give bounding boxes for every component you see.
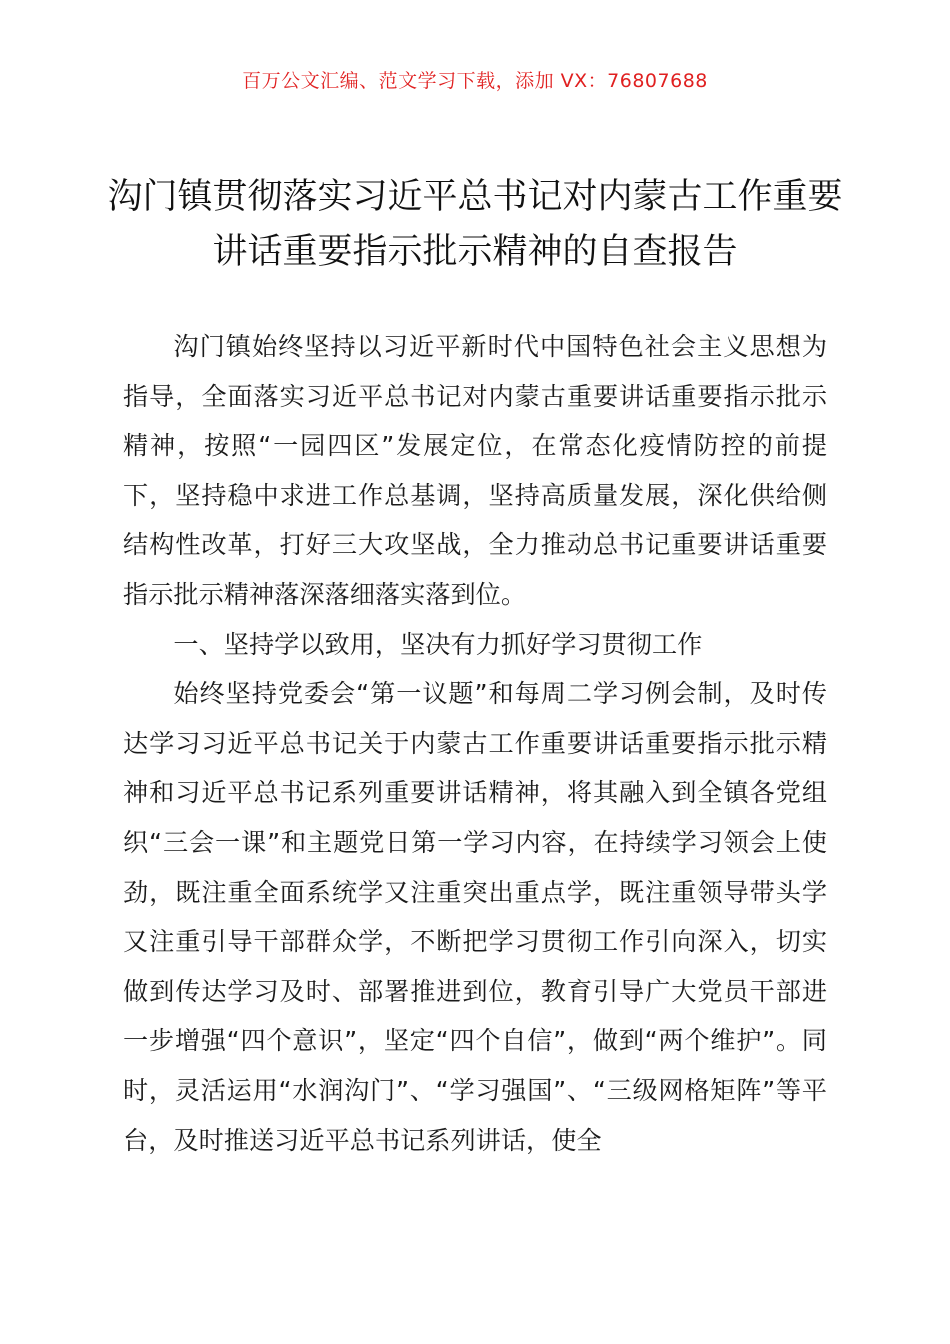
- document-title-line-2: 讲话重要指示批示精神的自查报告: [212, 232, 738, 272]
- section-1-heading: 一、坚持学以致用，坚决有力抓好学习贯彻工作: [173, 629, 703, 659]
- document-title: [100, 170, 850, 280]
- intro-paragraph: 沟门镇始终坚持以习近平新时代中国特色社会主义思想为指导，全面落实习近平总书记对内蒙古重要讲话重要指示批示精神，按照“一园四区”发展定位，在常态化疫情防控的前提下，坚持稳中求进工作总基调，坚持高质量发展，深化供给侧结构性改革，打好三大攻坚战，全力推动总书记重要讲话重要指示批示精神落深落细落实落到位。: [123, 332, 827, 609]
- document-body: [123, 322, 827, 1165]
- header-watermark-note: 百万公文汇编、范文学习下载，添加 VX：76807688: [242, 70, 708, 92]
- document-title-line-1: 沟门镇贯彻落实习近平总书记对内蒙古工作重要: [107, 177, 843, 217]
- section-1-paragraph: 始终坚持党委会“第一议题”和每周二学习例会制，及时传达学习习近平总书记关于内蒙古工作重要讲话重要指示批示精神和习近平总书记系列重要讲话精神，将其融入到全镇各党组织“三会一课”和主题党日第一学习内容，在持续学习领会上使劲，既注重全面系统学又注重突出重点学，既注重领导带头学又注重引导干部群众学，不断把学习贯彻工作引向深入，切实做到传达学习及时、部署推进到位，教育引导广大党员干部进一步增强“四个意识”，坚定“四个自信”，做到“两个维护”。同时，灵活运用“水润沟门”、“学习强国”、“三级网格矩阵”等平台，及时推送习近平总书记系列讲话，使全: [123, 679, 827, 1155]
